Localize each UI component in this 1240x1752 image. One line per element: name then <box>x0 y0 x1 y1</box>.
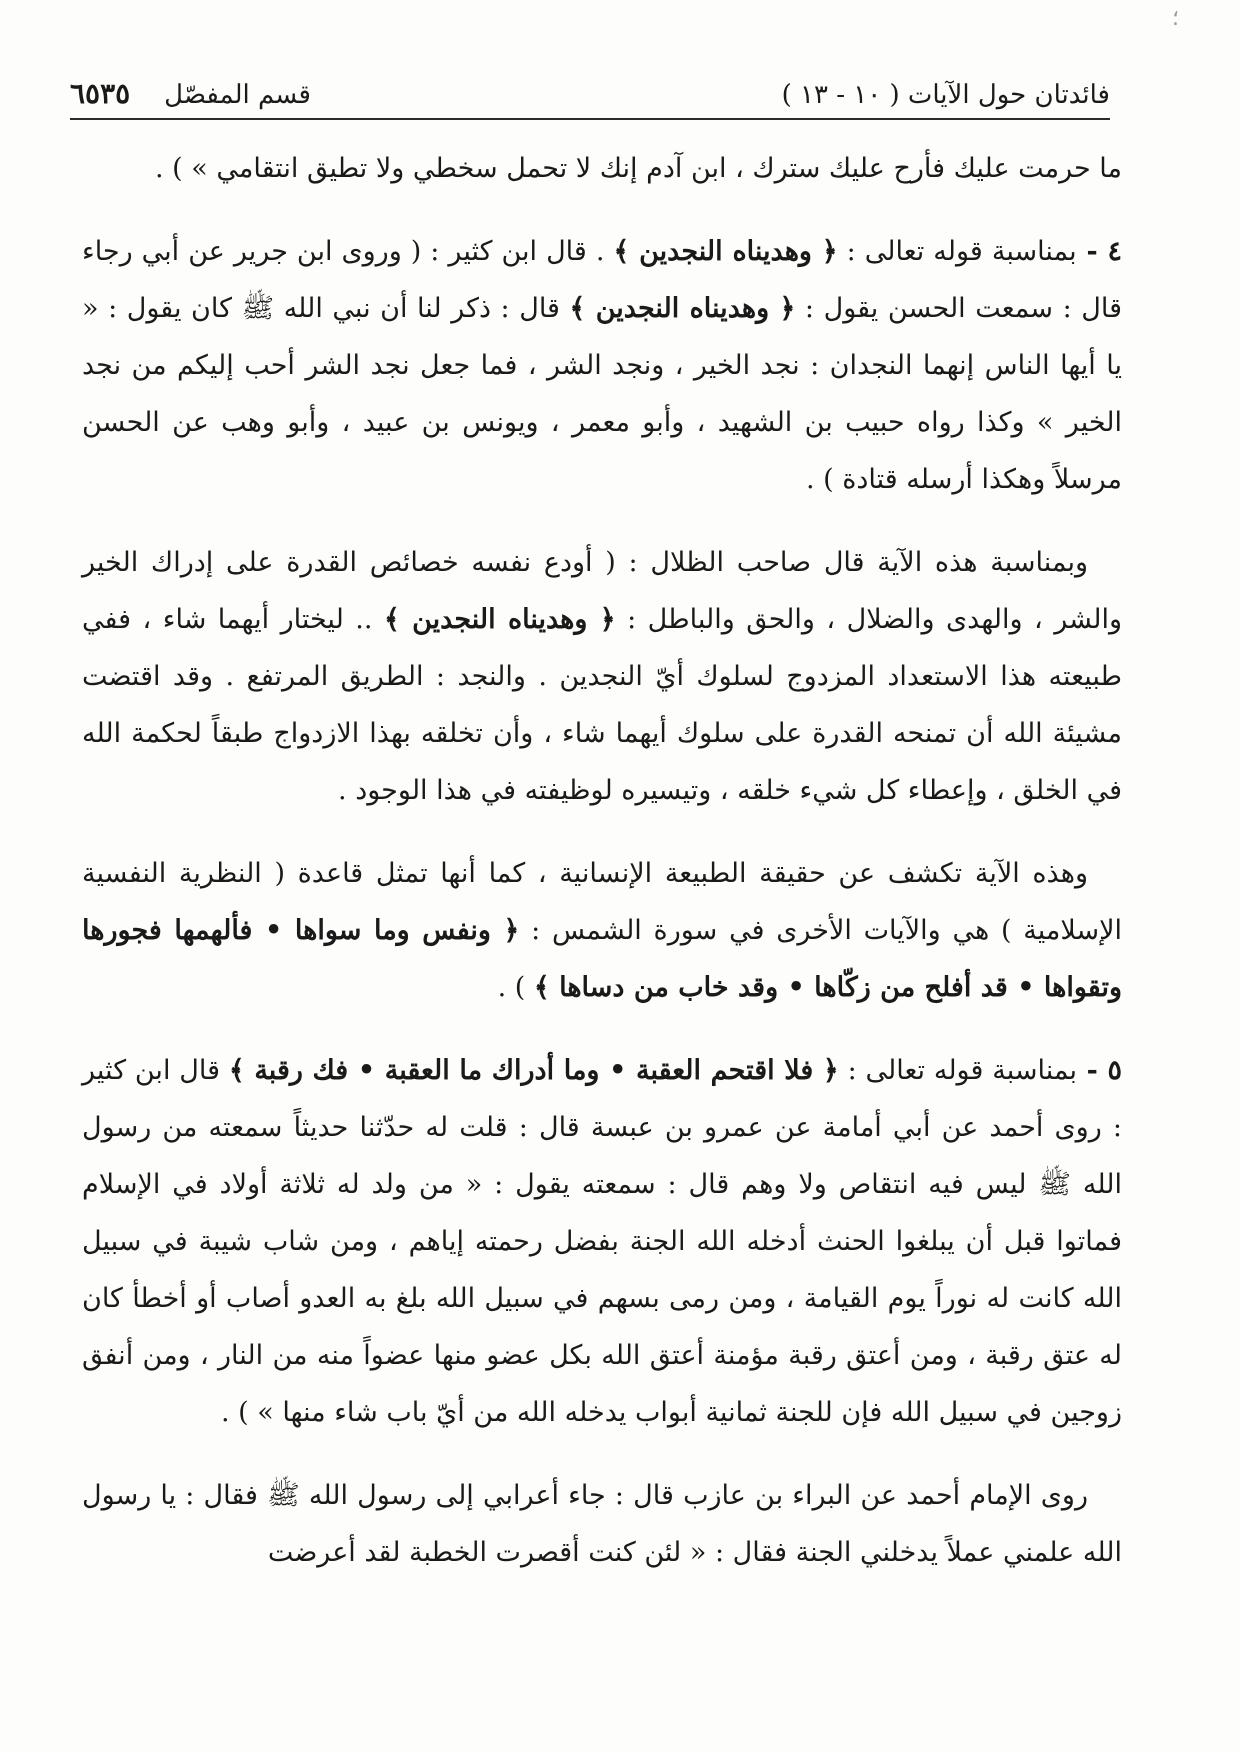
body-text: ما حرمت عليك فأرح عليك سترك ، ابن آدم إنك لا تحمل سخطي ولا تطيق انتقامي » ) . <box>155 153 1122 184</box>
page-body <box>82 140 1122 1607</box>
header-left-block <box>70 77 311 110</box>
running-title: فائدتان حول الآيات ( ١٠ - ١٣ ) <box>781 80 1110 110</box>
body-text: وبمناسبة هذه الآية قال صاحب الظلال : ( أودع نفسه خصائص القدرة على إدراك الخير والشر ، والهدى والضلال ، والحق والباطل : <box>82 547 1123 635</box>
paragraph <box>82 534 1122 819</box>
section-title: قسم المفصّل <box>164 80 311 110</box>
page-header <box>70 62 1110 110</box>
quran-verse: ﴿ فلا اقتحم العقبة • وما أدراك ما العقبة • فك رقبة ﴾ <box>228 1055 839 1086</box>
quran-verse: ﴿ وهديناه النجدين ﴾ <box>569 293 796 324</box>
body-text: قال ابن كثير : روى أحمد عن أبي أمامة عن عمرو بن عبسة قال : قلت له حدّثنا حديثاً سمعته من رسول الله ﷺ ليس فيه انتقاص ولا وهم قال : سمعته يقول : « من ولد له ثلاثة أولاد في الإسلام فماتوا قبل أن يبلغوا الحنث أدخله الله الجنة بفضل رحمته إياهم ، ومن شاب شيبة في سبيل الله كانت له نوراً يوم القيامة ، ومن رمى بسهم في سبيل الله بلغ به العدو أصاب أو أخطأ كان له عتق رقبة ، ومن أعتق رقبة مؤمنة أعتق الله بكل عضو منها عضواً منه من النار ، ومن أنفق زوجين في سبيل الله فإن للجنة ثمانية أبواب يدخله الله من أيّ باب شاء منها » ) . <box>82 1055 1122 1428</box>
header-running-title-block <box>782 80 1110 110</box>
body-text: روى الإمام أحمد عن البراء بن عازب قال : جاء أعرابي إلى رسول الله ﷺ فقال : يا رسول الله علمني عملاً يدخلني الجنة فقال : « لئن كنت أقصرت الخطبة لقد أعرضت <box>82 1480 1122 1568</box>
quran-verse: ﴿ ونفس وما سواها • فألهمها فجورها وتقواها • قد أفلح من زكّاها • وقد خاب من دساها ﴾ <box>82 915 1122 1003</box>
quran-verse: ﴿ وهديناه النجدين ﴾ <box>383 604 616 635</box>
paragraph <box>82 223 1122 508</box>
body-text: بمناسبة قوله تعالى : <box>837 236 1077 267</box>
item-number: ٤ - <box>1076 236 1122 267</box>
body-text: وهذه الآية تكشف عن حقيقة الطبيعة الإنسانية ، كما أنها تمثل قاعدة ( النظرية النفسية الإسلامية ) هي والآيات الأخرى في سورة الشمس : <box>82 858 1122 946</box>
paragraph <box>82 1042 1122 1441</box>
paragraph <box>82 1467 1122 1581</box>
paragraph <box>82 140 1122 197</box>
body-text: قال : ذكر لنا أن نبي الله ﷺ كان يقول : « يا أيها الناس إنهما النجدان : نجد الخير ، ونجد الشر ، فما جعل نجد الشر أحب إليكم من نجد الخير » وكذا رواه حبيب بن الشهيد ، وأبو معمر ، ويونس بن عبيد ، وأبو وهب عن الحسن مرسلاً وهكذا أرسله قتادة ) . <box>82 293 1122 495</box>
body-text: .. ليختار أيهما شاء ، ففي طبيعته هذا الاستعداد المزدوج لسلوك أيّ النجدين . والنجد : الطريق المرتفع . وقد اقتضت مشيئة الله أن تمنحه القدرة على سلوك أيهما شاء ، وأن تخلقه بهذا الازدواج طبقاً لحكمة الله في الخلق ، وإعطاء كل شيء خلقه ، وتيسيره لوظيفته في هذا الوجود . <box>82 604 1122 806</box>
body-text: بمناسبة قوله تعالى : <box>838 1055 1077 1086</box>
body-text: ) . <box>497 972 534 1003</box>
scan-corner-mark: ؛ <box>1172 6 1179 31</box>
paragraph <box>82 845 1122 1016</box>
page-number: ٦٥٣٥ <box>70 77 131 110</box>
body-text: . قال ابن كثير : ( وروى ابن جرير عن أبي رجاء قال : سمعت الحسن يقول : <box>82 236 1123 324</box>
quran-verse: ﴿ وهديناه النجدين ﴾ <box>613 236 838 267</box>
header-rule <box>70 118 1110 120</box>
item-number: ٥ - <box>1076 1055 1122 1086</box>
